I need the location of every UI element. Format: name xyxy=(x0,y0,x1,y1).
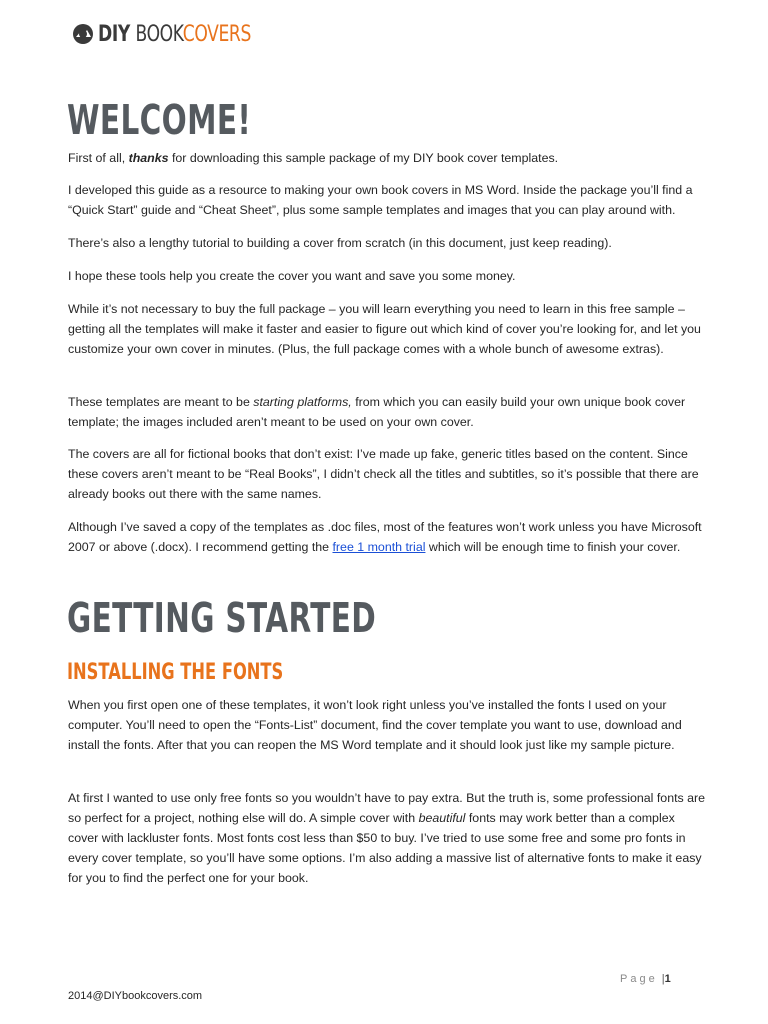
free-trial-link[interactable]: free 1 month trial xyxy=(332,540,426,554)
logo xyxy=(72,19,294,49)
welcome-heading: WELCOME! xyxy=(67,96,252,144)
logo-diy: DIY xyxy=(98,21,130,47)
paragraph-text: First of all, xyxy=(68,151,129,165)
paragraph-free-fonts xyxy=(68,788,708,888)
paragraph-text: fonts may work better than a complex cover with lackluster fonts. Most fonts cost less than $50 to buy. I’ve tried to use some free and some pro fonts in every cover template, so you’ll have some options. I’m also adding a massive list of alternative fonts to make it easy for you to find the perfect one for your book. xyxy=(68,811,702,885)
paragraph-intro xyxy=(68,148,708,168)
getting-started-heading: GETTING STARTED xyxy=(67,594,377,642)
footer-email: 2014@DIYbookcovers.com xyxy=(68,990,203,1002)
paragraph-guide: I developed this guide as a resource to making your own book covers in MS Word. Inside the package you’ll find a “Quick Start” guide and “Cheat Sheet”, plus some sample templates and images that you can play around with. xyxy=(68,183,693,217)
paragraph-hope: I hope these tools help you create the cover you want and save you some money. xyxy=(68,269,516,283)
installing-fonts-heading: INSTALLING THE FONTS xyxy=(67,660,284,685)
page-separator: | xyxy=(661,973,665,985)
paragraph-text: These templates are meant to be xyxy=(68,395,254,409)
paragraph-templates xyxy=(68,392,708,432)
page-label: Page xyxy=(620,973,658,985)
emphasis-text: thanks xyxy=(128,151,169,165)
paragraph-install-fonts: When you first open one of these templates, it won’t look right unless you’ve installed the fonts I used on your computer. You’ll need to open the “Fonts-List” document, find the cover template you want to use, download and install the fonts. After that you can reopen the MS Word template and it should look just like my sample picture. xyxy=(68,698,682,752)
paragraph-text: for downloading this sample package of my DIY book cover templates. xyxy=(168,151,559,165)
page-number xyxy=(620,973,671,985)
logo-book: BOOK xyxy=(135,21,183,47)
paragraph-full-package: While it’s not necessary to buy the full package – you will learn everything you need to learn in this free sample – getting all the templates will make it faster and easier to figure out which kind of cover you’re looking for, and let you customize your own cover in minutes. (Plus, the full package comes with a whole bunch of awesome extras). xyxy=(68,302,701,356)
emphasis-text: starting platforms, xyxy=(253,395,352,409)
logo-wordmark xyxy=(98,22,251,47)
paragraph-tutorial: There’s also a lengthy tutorial to building a cover from scratch (in this document, just keep reading). xyxy=(68,236,612,250)
paragraph-text: which will be enough time to finish your cover. xyxy=(425,540,681,554)
paragraph-text: from which you can easily build your own unique book cover template; the images included aren’t meant to be used on your own cover. xyxy=(68,395,686,429)
emphasis-text: beautiful xyxy=(418,811,466,825)
logo-covers: COVERS xyxy=(182,21,251,47)
paragraph-text: Although I’ve saved a copy of the templates as .doc files, most of the features won’t work unless you have Microsoft 2007 or above (.docx). I recommend getting the xyxy=(68,520,702,554)
paragraph-doc-files xyxy=(68,517,708,557)
paragraph-covers: The covers are all for fictional books that don’t exist: I’ve made up fake, generic titles based on the content. Since these covers aren’t meant to be “Real Books”, I didn’t check all the titles and subtitles, so it’s possible that there are already books out there with the same names. xyxy=(68,447,699,501)
page-number-value: 1 xyxy=(664,973,671,985)
book-logo-icon xyxy=(72,23,94,45)
paragraph-text: At first I wanted to use only free fonts so you wouldn’t have to pay extra. But the truth is, some professional fonts are so perfect for a project, nothing else will do. A simple cover with xyxy=(68,791,706,825)
